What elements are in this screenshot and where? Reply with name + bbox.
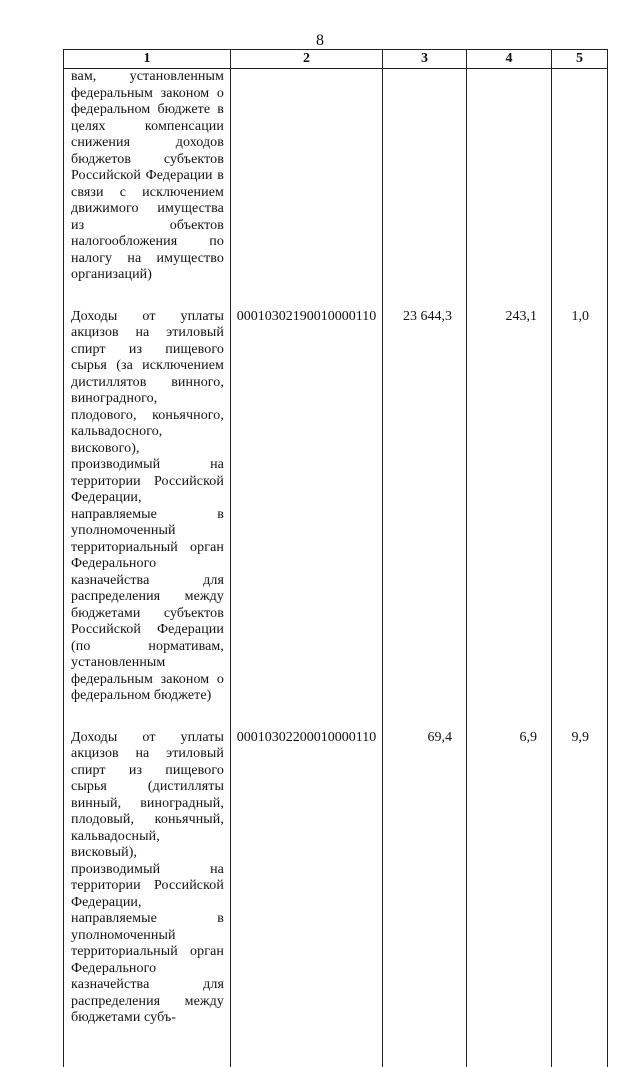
column-header-4: 4 [467, 50, 552, 69]
column-header-2: 2 [231, 50, 383, 69]
column-header-3: 3 [383, 50, 467, 69]
classification-code-cell [231, 69, 383, 305]
budget-revenue-table [63, 49, 608, 1067]
amount-cell-col4: 243,1 [467, 305, 552, 726]
revenue-name-cell: Доходы от уплаты акцизов на этиловый спирт из пищевого сырья (за исключением дистиллятов винного, виноградного, плодового, коньячного, кальвадосного, вискового), производимый на территории Российской Федерации, направляемые в уполномоченный территориальный орган Федерального казначейства для распределения между бюджетами субъектов Российской Федерации (по нормативам, установленным федеральным законом о федеральном бюджете) [64, 305, 231, 726]
amount-cell-col4: 6,9 [467, 726, 552, 1067]
amount-cell-col5: 9,9 [552, 726, 608, 1067]
page-number: 8 [316, 32, 324, 49]
table-header-row [64, 50, 608, 69]
table-row [64, 69, 608, 305]
table-row [64, 305, 608, 726]
amount-cell-col3: 23 644,3 [383, 305, 467, 726]
amount-cell-col4 [467, 69, 552, 305]
column-header-1: 1 [64, 50, 231, 69]
table-row [64, 726, 608, 1067]
revenue-name-cell: Доходы от уплаты акцизов на этиловый спирт из пищевого сырья (дистилляты винный, виноградный, плодовый, коньячный, кальвадосный, висковый), производимый на территории Российской Федерации, направляемые в уполномоченный территориальный орган Федерального казначейства для распределения между бюджетами субъ- [64, 726, 231, 1067]
classification-code-cell: 00010302190010000110 [231, 305, 383, 726]
column-header-5: 5 [552, 50, 608, 69]
revenue-name-cell: вам, установленным федеральным законом о федеральном бюджете в целях компенсации снижения доходов бюджетов субъектов Российской Федерации в связи с исключением движимого имущества из объектов налогообложения по налогу на имущество организаций) [64, 69, 231, 305]
amount-cell-col5 [552, 69, 608, 305]
amount-cell-col5: 1,0 [552, 305, 608, 726]
amount-cell-col3 [383, 69, 467, 305]
classification-code-cell: 00010302200010000110 [231, 726, 383, 1067]
amount-cell-col3: 69,4 [383, 726, 467, 1067]
